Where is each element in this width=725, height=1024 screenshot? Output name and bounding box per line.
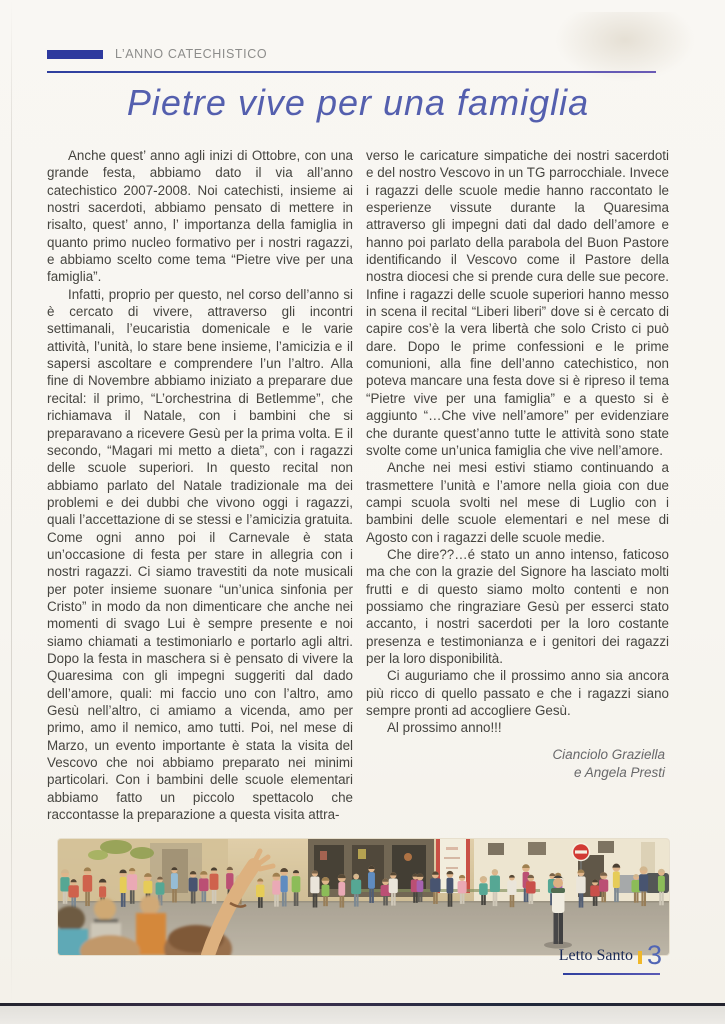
article-paragraph: Al prossimo anno!!! (387, 720, 502, 736)
page-title: Pietre vive per una famiglia (126, 82, 590, 123)
footer-accent-tick (638, 951, 642, 964)
article-signature (366, 746, 669, 782)
signature-line: e Angela Presti (573, 764, 665, 780)
header-rule (47, 71, 656, 73)
page-footer (0, 940, 662, 970)
section-label: L’ANNO CATECHISTICO (115, 47, 268, 61)
article-column-right (366, 147, 669, 840)
binding-crease (11, 0, 12, 1005)
magazine-name: Letto Santo (558, 946, 633, 964)
article-paragraph: Infatti, proprio per questo, nel corso dell’anno si è cercato di vivere, attraverso gli incontri settimanali, l’eucaristia domenicale e le varie attività, l’unità, lo stare bene insieme, l’amicizia e il sapersi ascoltare e comprendere l’un l’altro. Alla fine di Novembre abbiamo iniziato a preparare due recital: il primo, “L’orchestrina di Betlemme”, che richiamava il Natale, con i bambini che si preparavano a ricevere Gesù per la prima volta. E il secondo, “Magari mi metto a dieta”, con i ragazzi delle scuole superiori. In questo recital non abbiamo parlato del Natale tradizionale ma dei problemi e dei dubbi che vivono oggi i ragazzi, quali l’accettazione di se stessi e l’amicizia gratuita. Come ogni anno poi il Carnevale è stata un’occasione di festa per stare in allegria con i nostri ragazzi. Ci siamo travestiti da note musicali per poter insieme suonare “un’unica sinfonia per Cristo” in modo da non dimenticare che anche nei momenti di svago Lui è sempre presente e noi siamo chiamati a testimoniarlo e portarlo agli altri. Dopo la festa in maschera si è pensato di vivere la Quaresima con gli impegni suggeriti dal dado dell’amore, quali: mi faccio uno con l’altro, amo Gesù nell’altro, ci amiamo a vicenda, amo per primo, amo il nemico, amo tutti. Poi, nel mese di Marzo, un evento importante è stata la visita del Vescovo che noi abbiamo preparato nei minimi particolari. Con i bambini delle scuole elementari abbiamo fatto un piccolo spettacolo che raccontasse la preparazione a questa visita attra- (47, 286, 353, 823)
article-column-left (47, 147, 353, 840)
article-paragraph: Anche quest’ anno agli inizi di Ottobre, con una grande festa, abbiamo dato il via all’anno catechistico 2007-2008. Noi catechisti, insieme ai nostri sacerdoti, abbiamo pensato di mettere in risalto, quest’ anno, l’ importanza della famiglia in quanto primo nucleo formativo per i nostri ragazzi, e abbiamo scelto come tema “Pietre vive per una famiglia”. (47, 148, 353, 285)
scan-background (0, 1006, 725, 1024)
article-paragraph: Ci auguriamo che il prossimo anno sia ancora più ricco di quello passato e che i ragazzi siano sempre pronti ad accogliere Gesù. (366, 668, 669, 718)
article-paragraph: verso le caricature simpatiche dei nostri sacerdoti e del nostro Vescovo in un TG parrocchiale. Invece i ragazzi delle scuole medie hanno raccontato le esperienze vissute durante la Quaresima attraverso gli impegni dati dal dado dell’amore e hanno poi parlato della parabola del Buon Pastore identificando il Vescovo come il Pastore della nostra diocesi che si prende cura delle sue pecore. Infine i ragazzi delle scuole superiori hanno messo in scena il recital “Liberi liberi” dove si è cercato di capire cos’è la vera libertà che solo Cristo ci può dare. Dopo le prime confessioni e le prime comunioni, alla fine dell’anno catechistico, non poteva mancare una festa dove si è ripreso il tema “Pietre vive per una famiglia” e a questo si è aggiunto “…Che vive nell’amore” per evidenziare che durante quest’anno tutte le attività sono state svolte come un’unica famiglia che vive nell’amore. (366, 148, 669, 458)
article-paragraph: Anche nei mesi estivi stiamo continuando a trasmettere l’unità e l’amore nella gioia con due campi scuola svolti nel mese di Luglio con i bambini delle scuole elementari e nel mese di Agosto con i ragazzi delle scuole medie. (366, 460, 669, 545)
page-number: 3 (646, 940, 662, 970)
footer-rule (563, 973, 660, 975)
section-accent-bar (47, 50, 103, 59)
signature-line: Cianciolo Graziella (552, 746, 665, 762)
crowd-photo (57, 838, 670, 956)
article-paragraph: Che dire??…é stato un anno intenso, faticoso ma che con la grazie del Signore ha lasciato molti frutti e di questo siamo molto contenti e non possiamo che ringraziare Gesù per esserci stato accanto, i nostri sacerdoti per la loro costante presenza e testimonianza e i genitori dei ragazzi per la loro disponibilità. (366, 546, 669, 666)
section-header (47, 47, 267, 61)
